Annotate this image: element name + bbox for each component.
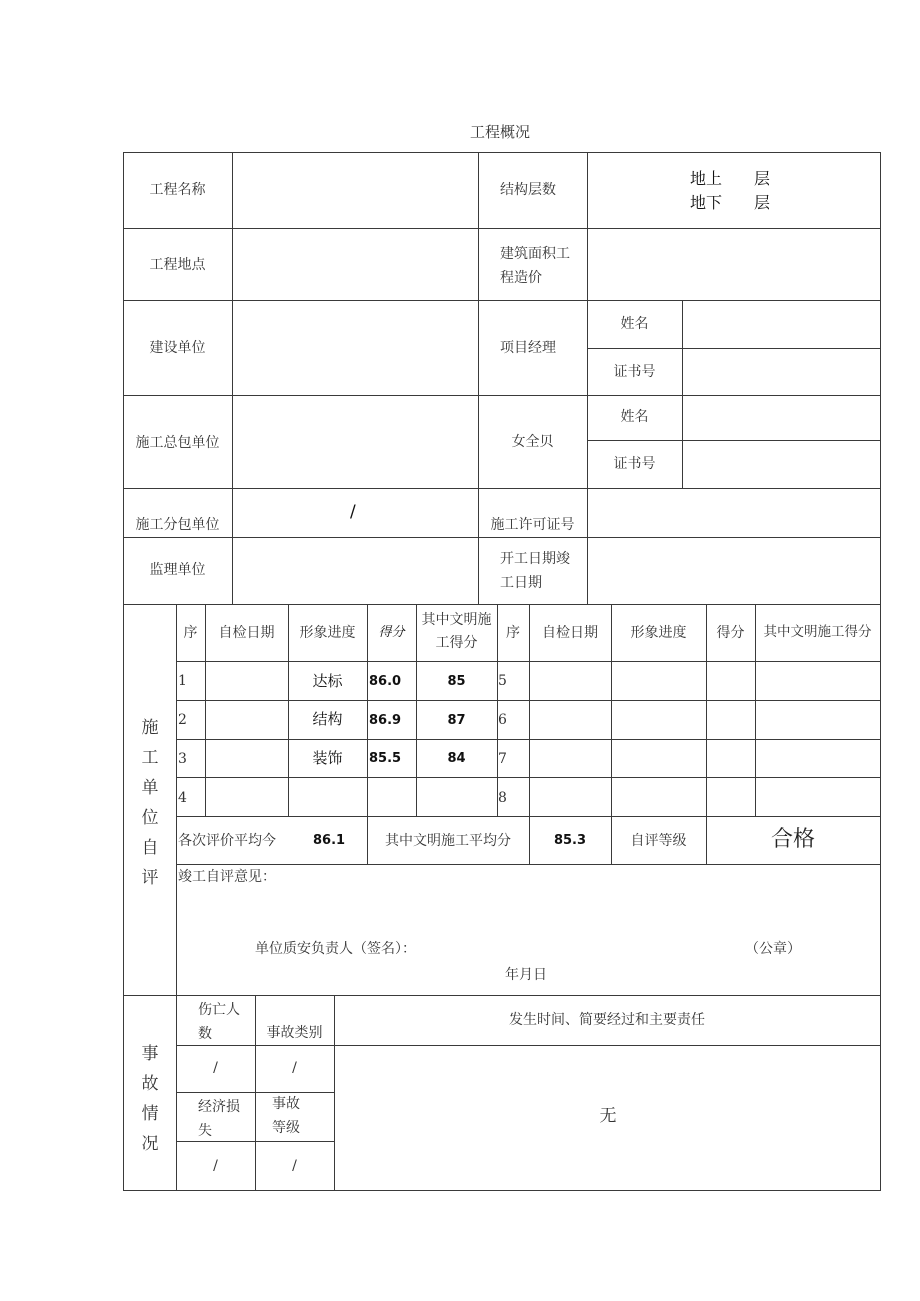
accident-desc-header: 发生时间、简要经过和主要责任: [509, 1012, 705, 1028]
grid-line: [123, 537, 881, 538]
grid-line: [123, 395, 881, 396]
avg-value: 86.1: [313, 833, 346, 848]
area-cost-label: 建筑面积工程造价: [500, 246, 570, 286]
grid-line: [176, 739, 881, 740]
grid-line: [176, 661, 881, 662]
project-location-label: 工程地点: [149, 257, 206, 273]
structure-floors-label: 结构层数: [500, 182, 556, 198]
project-name-label: 工程名称: [149, 182, 206, 198]
casualties-label: 伤亡人数: [198, 1002, 240, 1042]
header-seq-right: 序: [506, 625, 520, 641]
header-score-right: 得分: [716, 625, 745, 641]
grade-value: 合格: [770, 827, 815, 852]
grid-line: [176, 777, 881, 778]
sign-date-label: 年月日: [505, 967, 547, 983]
row-seq: 3: [178, 751, 187, 767]
avg-label: 各次评价平均今: [178, 833, 276, 849]
header-date-left: 自检日期: [218, 625, 275, 641]
row-seq-right: 6: [498, 712, 507, 728]
row-seq-right: 7: [498, 751, 507, 767]
table-border-bottom: [123, 1190, 881, 1191]
row-seq-right: 8: [498, 790, 507, 806]
row-civil: 84: [447, 751, 466, 766]
header-civil-left: 其中文明施工得分: [421, 612, 492, 651]
so-name-label: 姓名: [620, 409, 649, 425]
permit-label: 施工许可证号: [490, 517, 575, 533]
grid-line: [176, 816, 881, 817]
floors-above: 地上 层: [690, 169, 771, 188]
accident-level-label: 事故等级: [272, 1096, 300, 1136]
signer-label: 单位质安负责人（签名）：: [255, 941, 416, 957]
so-cert-label: 证书号: [613, 456, 656, 472]
grid-line: [123, 488, 881, 489]
page-title: 工程概况: [469, 123, 530, 141]
grid-line: [123, 995, 881, 996]
pm-cert-label: 证书号: [613, 364, 656, 380]
pm-name-label: 姓名: [620, 316, 649, 332]
accident-section-label: 事故情况: [141, 1044, 159, 1154]
accident-level-value: /: [292, 1158, 297, 1174]
self-eval-section-label: 施工单位自评: [141, 718, 159, 888]
casualties-value: /: [213, 1060, 218, 1076]
accident-type-value: /: [292, 1060, 297, 1076]
grid-line: [367, 604, 368, 864]
grid-line: [176, 1092, 334, 1093]
grid-line: [682, 300, 683, 488]
table-border-left: [123, 152, 124, 1191]
economic-loss-label: 经济损失: [198, 1099, 240, 1139]
supervisor-label: 监理单位: [149, 562, 206, 578]
sub-contractor-value: /: [350, 502, 356, 522]
grid-line: [587, 348, 881, 349]
sub-contractor-label: 施工分包单位: [135, 517, 220, 533]
row-score: 86.9: [369, 713, 402, 728]
row-civil: 87: [447, 713, 466, 728]
grid-line: [176, 1045, 881, 1046]
grid-line: [123, 228, 881, 229]
row-civil: 85: [447, 674, 466, 689]
grid-line: [176, 864, 881, 865]
project-manager-label: 项目经理: [500, 340, 556, 356]
general-contractor-label: 施工总包单位: [135, 435, 220, 451]
grid-line: [706, 604, 707, 864]
owner-label: 建设单位: [149, 340, 206, 356]
row-seq: 4: [178, 790, 187, 806]
floors-below: 地下 层: [690, 193, 771, 212]
header-civil-right: 其中文明施工得分: [763, 624, 872, 640]
safety-officer-label: 女全贝: [511, 434, 554, 450]
header-score-left: 得分: [378, 625, 405, 640]
grid-line: [611, 604, 612, 864]
row-seq: 1: [178, 673, 187, 689]
economic-loss-value: /: [213, 1158, 218, 1174]
grid-line: [587, 440, 881, 441]
opinion-label: 竣工自评意见：: [178, 869, 276, 885]
grid-line: [176, 604, 177, 1191]
accident-type-label: 事故类别: [266, 1025, 323, 1041]
row-score: 85.5: [369, 751, 402, 766]
grid-line: [176, 700, 881, 701]
header-seq-left: 序: [183, 625, 198, 641]
row-progress: 装饰: [312, 749, 343, 767]
seal-label: （公章）: [745, 941, 801, 957]
grid-line: [123, 604, 881, 605]
grade-label: 自评等级: [630, 833, 687, 849]
table-border-top: [123, 152, 881, 153]
header-date-right: 自检日期: [542, 625, 598, 641]
grid-line: [123, 300, 881, 301]
header-progress-left: 形象进度: [299, 625, 356, 641]
table-border-right: [880, 152, 881, 1191]
civil-avg-value: 85.3: [553, 833, 587, 848]
row-seq: 2: [178, 712, 187, 728]
row-progress: 达标: [312, 672, 343, 690]
header-progress-right: 形象进度: [630, 625, 687, 641]
dates-label: 开工日期竣工日期: [500, 551, 570, 591]
civil-avg-label: 其中文明施工平均分: [385, 833, 511, 849]
accident-desc-value: 无: [599, 1106, 617, 1126]
grid-line: [529, 604, 530, 864]
row-progress: 结构: [312, 710, 343, 728]
row-seq-right: 5: [498, 673, 507, 689]
row-score: 86.0: [369, 674, 402, 689]
